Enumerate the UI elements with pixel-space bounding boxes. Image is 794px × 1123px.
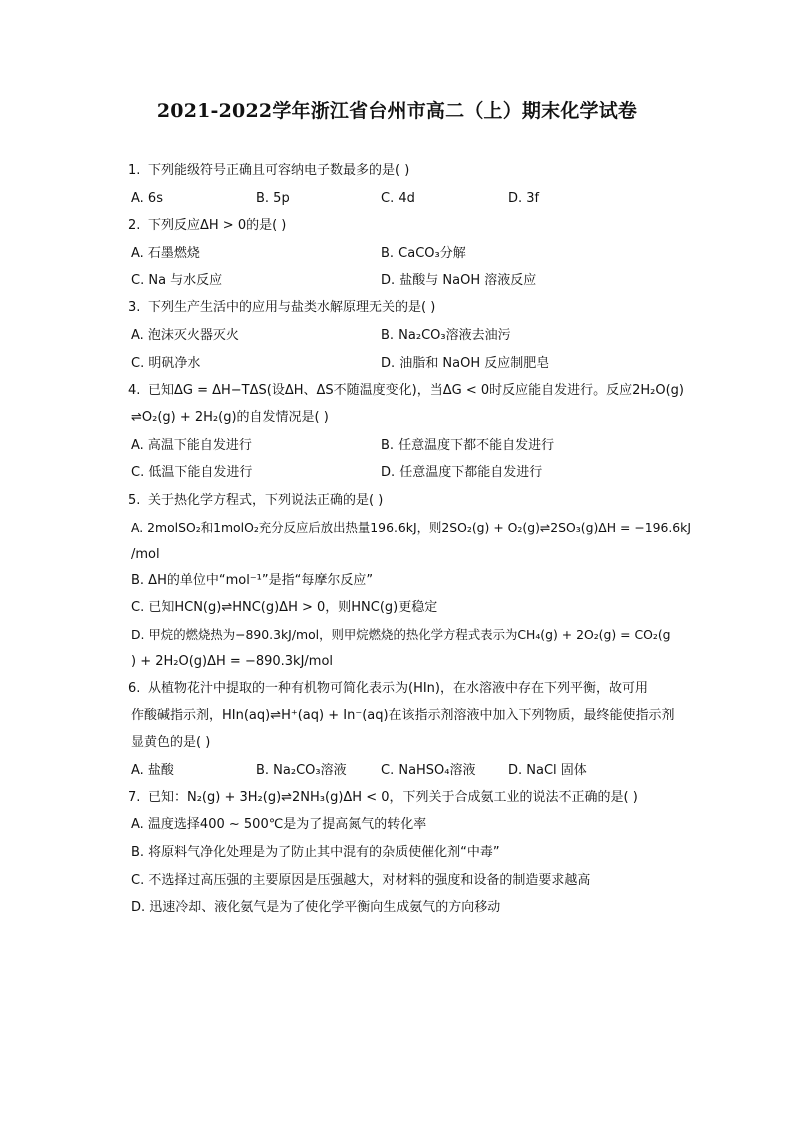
q7-option-a: A. 温度选择400 ~ 500℃是为了提高氮气的转化率: [131, 817, 427, 832]
q5-option-d-cont: ) + 2H₂O(g)ΔH = −890.3kJ/mol: [131, 654, 334, 669]
q5-option-d: D. 甲烷的燃烧热为−890.3kJ/mol，则甲烷燃烧的热化学方程式表示为CH₄(g) + 2O₂(g) = CO₂(g: [131, 627, 671, 642]
q3-option-c: C. 明矾净水: [131, 356, 201, 371]
q3-option-a: A. 泡沫灭火器灭火: [131, 328, 239, 343]
q3-option-b: B. Na₂CO₃溶液去油污: [381, 328, 511, 343]
q6-option-c: C. NaHSO₄溶液: [381, 763, 476, 778]
q2-option-d: D. 盐酸与 NaOH 溶液反应: [381, 273, 537, 288]
question-number: 6.: [128, 681, 141, 696]
stem-text: 已知ΔG = ΔH−TΔS(设ΔH、ΔS不随温度变化)，当ΔG < 0时反应能自发进行。反应2H₂O(g): [148, 383, 685, 398]
question-6-stem-cont2: 显黄色的是( ): [131, 735, 211, 750]
stem-text: 已知：N₂(g) + 3H₂(g)⇌2NH₃(g)ΔH < 0，下列关于合成氨工业的说法不正确的是( ): [148, 790, 638, 805]
q4-option-b: B. 任意温度下都不能自发进行: [381, 438, 555, 453]
q5-option-a: A. 2molSO₂和1molO₂充分反应后放出热量196.6kJ，则2SO₂(g) + O₂(g)⇌2SO₃(g)ΔH = −196.6kJ: [131, 520, 692, 535]
stem-text: 下列能级符号正确且可容纳电子数最多的是( ): [148, 163, 410, 178]
q1-option-a: A. 6s: [131, 191, 163, 206]
question-5-stem: [128, 492, 383, 510]
q1-option-b: B. 5p: [256, 191, 290, 206]
question-number: 2.: [128, 218, 141, 233]
question-2-stem: [128, 217, 286, 235]
question-6-stem: [128, 680, 648, 698]
q6-option-d: D. NaCl 固体: [508, 763, 587, 778]
question-4-stem: [128, 382, 684, 400]
q6-option-a: A. 盐酸: [131, 763, 174, 778]
stem-text: 下列反应ΔH > 0的是( ): [148, 218, 287, 233]
q7-option-b: B. 将原料气净化处理是为了防止其中混有的杂质使催化剂“中毒”: [131, 845, 500, 860]
q2-option-b: B. CaCO₃分解: [381, 246, 466, 261]
question-1-stem: [128, 162, 409, 180]
q2-option-a: A. 石墨燃烧: [131, 246, 200, 261]
stem-text: 下列生产生活中的应用与盐类水解原理无关的是( ): [148, 300, 436, 315]
q6-option-b: B. Na₂CO₃溶液: [256, 763, 347, 778]
question-number: 4.: [128, 383, 141, 398]
question-6-stem-cont: 作酸碱指示剂，HIn(aq)⇌H⁺(aq) + In⁻(aq)在该指示剂溶液中加入下列物质，最终能使指示剂: [131, 708, 675, 723]
q7-option-d: D. 迅速冷却、液化氨气是为了使化学平衡向生成氨气的方向移动: [131, 900, 501, 915]
question-number: 1.: [128, 163, 141, 178]
question-number: 7.: [128, 790, 141, 805]
question-3-stem: [128, 299, 435, 317]
q2-option-c: C. Na 与水反应: [131, 273, 223, 288]
stem-text: 从植物花汁中提取的一种有机物可简化表示为(HIn)，在水溶液中存在下列平衡，故可用: [148, 681, 648, 696]
stem-text: 关于热化学方程式，下列说法正确的是( ): [148, 493, 384, 508]
q5-option-b: B. ΔH的单位中“mol⁻¹”是指“每摩尔反应”: [131, 573, 374, 588]
q1-option-c: C. 4d: [381, 191, 415, 206]
q3-option-d: D. 油脂和 NaOH 反应制肥皂: [381, 356, 550, 371]
q7-option-c: C. 不选择过高压强的主要原因是压强越大，对材料的强度和设备的制造要求越高: [131, 873, 591, 888]
q5-option-c: C. 已知HCN(g)⇌HNC(g)ΔH > 0，则HNC(g)更稳定: [131, 600, 438, 615]
q4-option-a: A. 高温下能自发进行: [131, 438, 252, 453]
question-4-stem-cont: ⇌O₂(g) + 2H₂(g)的自发情况是( ): [131, 410, 329, 425]
q4-option-d: D. 任意温度下都能自发进行: [381, 465, 543, 480]
q1-option-d: D. 3f: [508, 191, 540, 206]
q5-option-a-cont: /mol: [131, 547, 160, 562]
question-number: 3.: [128, 300, 141, 315]
question-number: 5.: [128, 493, 141, 508]
q4-option-c: C. 低温下能自发进行: [131, 465, 253, 480]
question-7-stem: [128, 789, 638, 807]
page-title: 2021-2022学年浙江省台州市高二（上）期末化学试卷: [156, 100, 638, 122]
